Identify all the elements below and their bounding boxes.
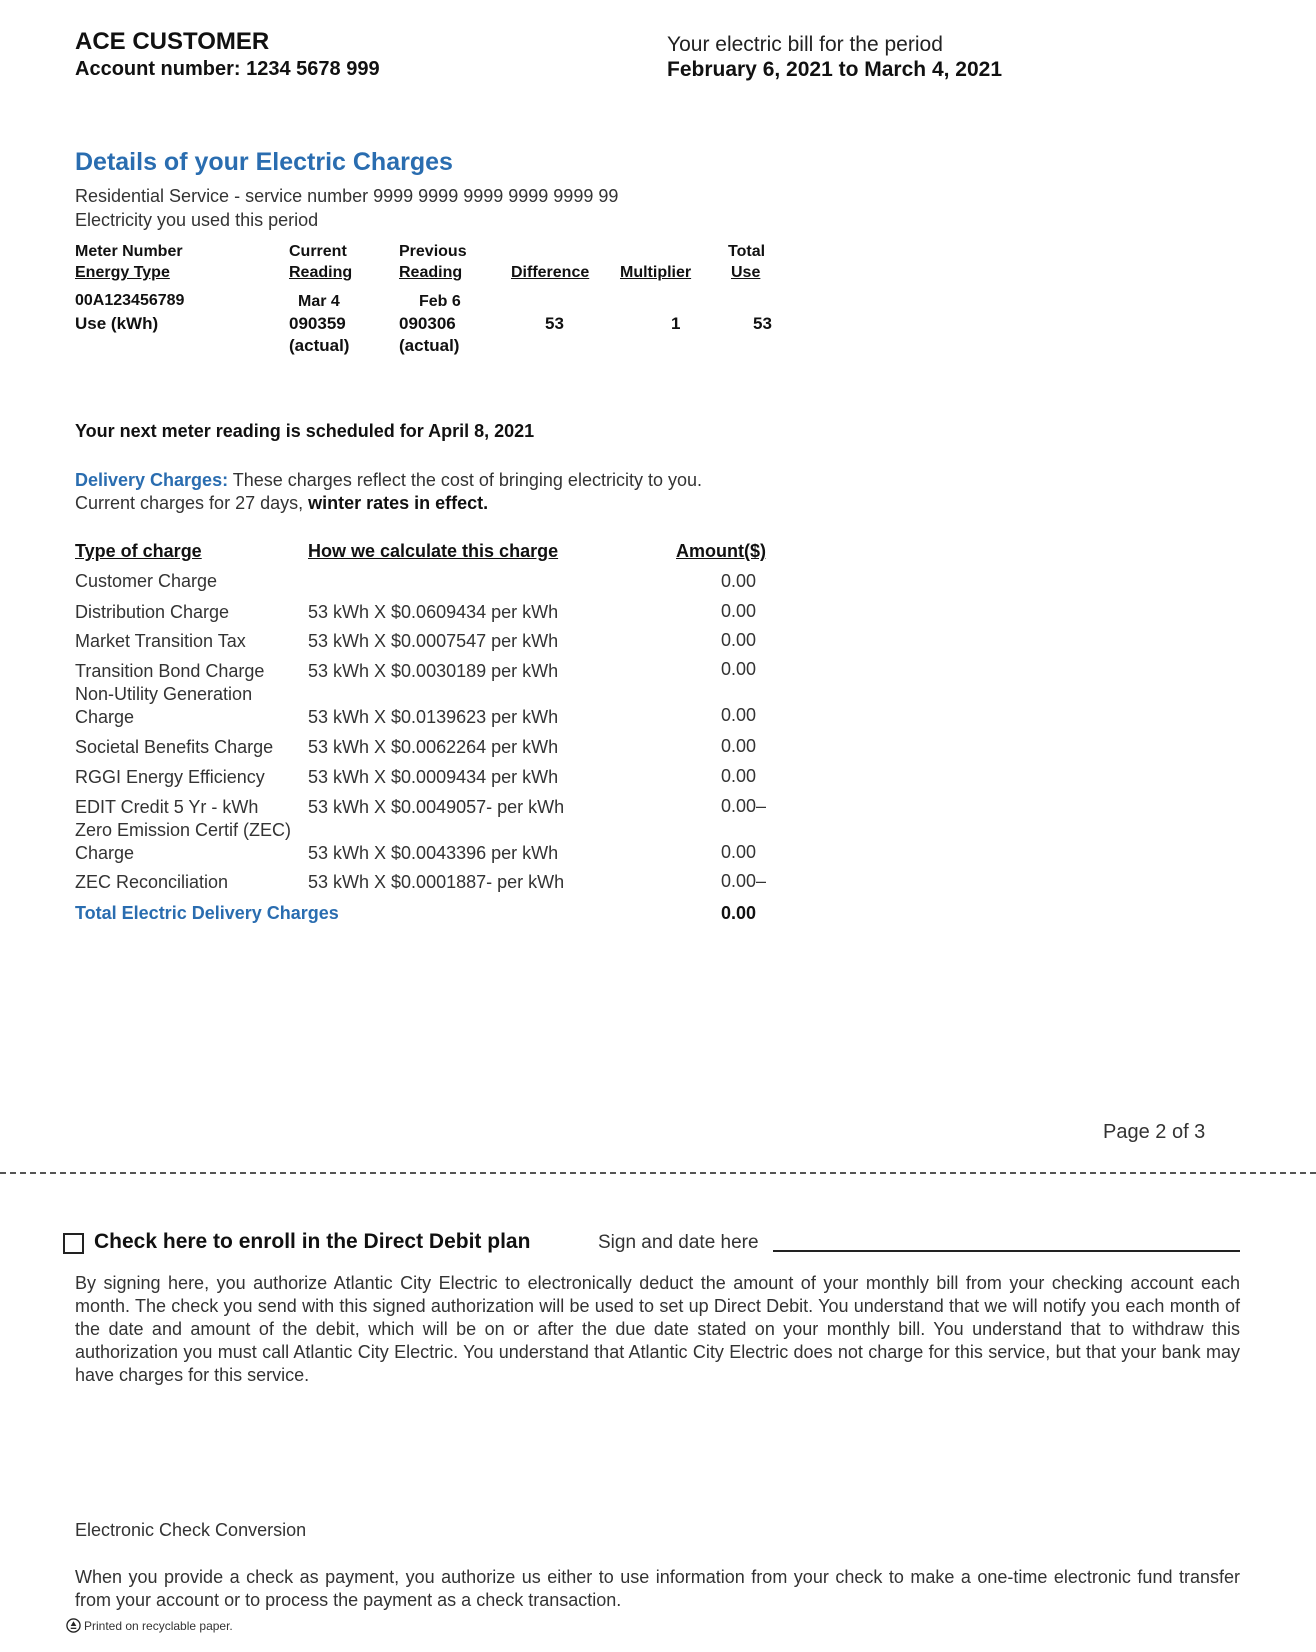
delivery-current-charges [75,493,488,514]
total-use-header-2: Use [731,264,761,281]
difference-value: 53 [545,314,564,333]
charge-calc: 53 kWh X $0.0001887- per kWh [308,872,565,892]
difference-header: Difference [511,264,590,281]
charge-amount-header: Amount($) [676,541,766,561]
current-reading-header-1: Current [289,243,347,260]
account-number: Account number: 1234 5678 999 [75,58,380,80]
ecc-title: Electronic Check Conversion [75,1520,307,1540]
charge-type-header: Type of charge [75,541,202,561]
signature-line[interactable] [773,1250,1240,1252]
current-reading-note: (actual) [289,336,350,355]
charge-type: EDIT Credit 5 Yr - kWh [75,797,259,817]
customer-name: ACE CUSTOMER [75,28,270,55]
authorization-text: By signing here, you authorize Atlantic City Electric to electronically deduct the amount of your monthly bill from your checking account each month. The check you send with this signed authorization will be used to set up Direct Debit. You understand that we will notify you each month of the date and amount of the debit, which will be on or after the due date stated on your monthly bill. You understand that to withdraw this authorization you must call Atlantic City Electric. You understand that Atlantic City Electric does not charge for this service, but that your bank may have charges for this service. [75,1273,1240,1385]
section-title: Details of your Electric Charges [75,148,453,176]
charge-type: Zero Emission Certif (ZEC) [75,820,292,840]
delivery-text: These charges reflect the cost of bringing electricity to you. [228,470,702,490]
previous-reading-header-2: Reading [399,264,463,281]
bill-period-label: Your electric bill for the period [667,33,943,56]
meter-number: 00A123456789 [75,292,185,309]
charge-amount: 0.00 [721,766,757,786]
charge-calc: 53 kWh X $0.0030189 per kWh [308,661,559,681]
bill-period: February 6, 2021 to March 4, 2021 [667,58,1003,81]
recyclable-paper-note: Printed on recyclable paper. [84,1619,233,1633]
total-use-value: 53 [753,314,772,333]
energy-type: Use (kWh) [75,314,159,333]
total-use-header-1: Total [728,243,766,260]
delivery-days: Current charges for 27 days, [75,493,309,513]
recycle-icon [66,1618,81,1633]
previous-reading-note: (actual) [399,336,460,355]
sign-date-label: Sign and date here [598,1232,759,1253]
charge-type: Transition Bond Charge [75,661,265,681]
charge-amount: 0.00 [721,601,757,621]
charge-calc: 53 kWh X $0.0139623 per kWh [308,707,559,727]
charge-amount: 0.00– [721,871,767,891]
charge-calc: 53 kWh X $0.0049057- per kWh [308,797,565,817]
previous-reading: 090306 [399,314,456,333]
charge-calc: 53 kWh X $0.0043396 per kWh [308,843,559,863]
charge-type-cont: Charge [75,707,135,727]
direct-debit-label: Check here to enroll in the Direct Debit plan [94,1230,531,1253]
charge-type: Non-Utility Generation [75,684,253,704]
charge-calc-header: How we calculate this charge [308,541,559,561]
previous-reading-header-1: Previous [399,243,467,260]
charge-type: ZEC Reconciliation [75,872,229,892]
charge-type-cont: Charge [75,843,135,863]
charge-calc: 53 kWh X $0.0009434 per kWh [308,767,559,787]
charge-type: Distribution Charge [75,602,230,622]
previous-reading-date: Feb 6 [419,293,461,310]
usage-line: Electricity you used this period [75,210,319,230]
charge-type: Societal Benefits Charge [75,737,274,757]
charge-calc: 53 kWh X $0.0007547 per kWh [308,631,559,651]
meter-number-header: Meter Number [75,243,183,260]
charge-amount: 0.00 [721,630,757,650]
winter-rates: winter rates in effect. [308,493,489,513]
service-line: Residential Service - service number 9999 9999 9999 9999 9999 99 [75,186,619,206]
charge-type: Customer Charge [75,571,218,591]
charge-amount: 0.00 [721,705,757,725]
charge-type: RGGI Energy Efficiency [75,767,265,787]
charge-calc: 53 kWh X $0.0609434 per kWh [308,602,559,622]
current-reading-header-2: Reading [289,264,353,281]
charge-amount: 0.00 [721,659,757,679]
energy-type-header: Energy Type [75,264,170,281]
charge-amount: 0.00 [721,571,757,591]
multiplier-header: Multiplier [620,264,692,281]
tear-off-line [0,1172,1316,1174]
current-reading-date: Mar 4 [298,293,340,310]
multiplier-value: 1 [671,314,681,333]
delivery-description [75,470,702,491]
page-number: Page 2 of 3 [1103,1121,1206,1143]
charge-calc: 53 kWh X $0.0062264 per kWh [308,737,559,757]
total-delivery-label: Total Electric Delivery Charges [75,903,339,923]
current-reading: 090359 [289,314,346,333]
charge-type: Market Transition Tax [75,631,246,651]
charge-amount: 0.00– [721,796,767,816]
charge-amount: 0.00 [721,842,757,862]
direct-debit-checkbox[interactable] [63,1233,84,1254]
ecc-text: When you provide a check as payment, you authorize us either to use information from your check to make a one-time electronic fund transfer from your account or to process the payment as a check transaction. [75,1567,1240,1610]
total-delivery-amount: 0.00 [721,903,757,923]
charge-amount: 0.00 [721,736,757,756]
next-reading-notice: Your next meter reading is scheduled for April 8, 2021 [75,421,535,441]
delivery-label: Delivery Charges: [75,470,229,490]
